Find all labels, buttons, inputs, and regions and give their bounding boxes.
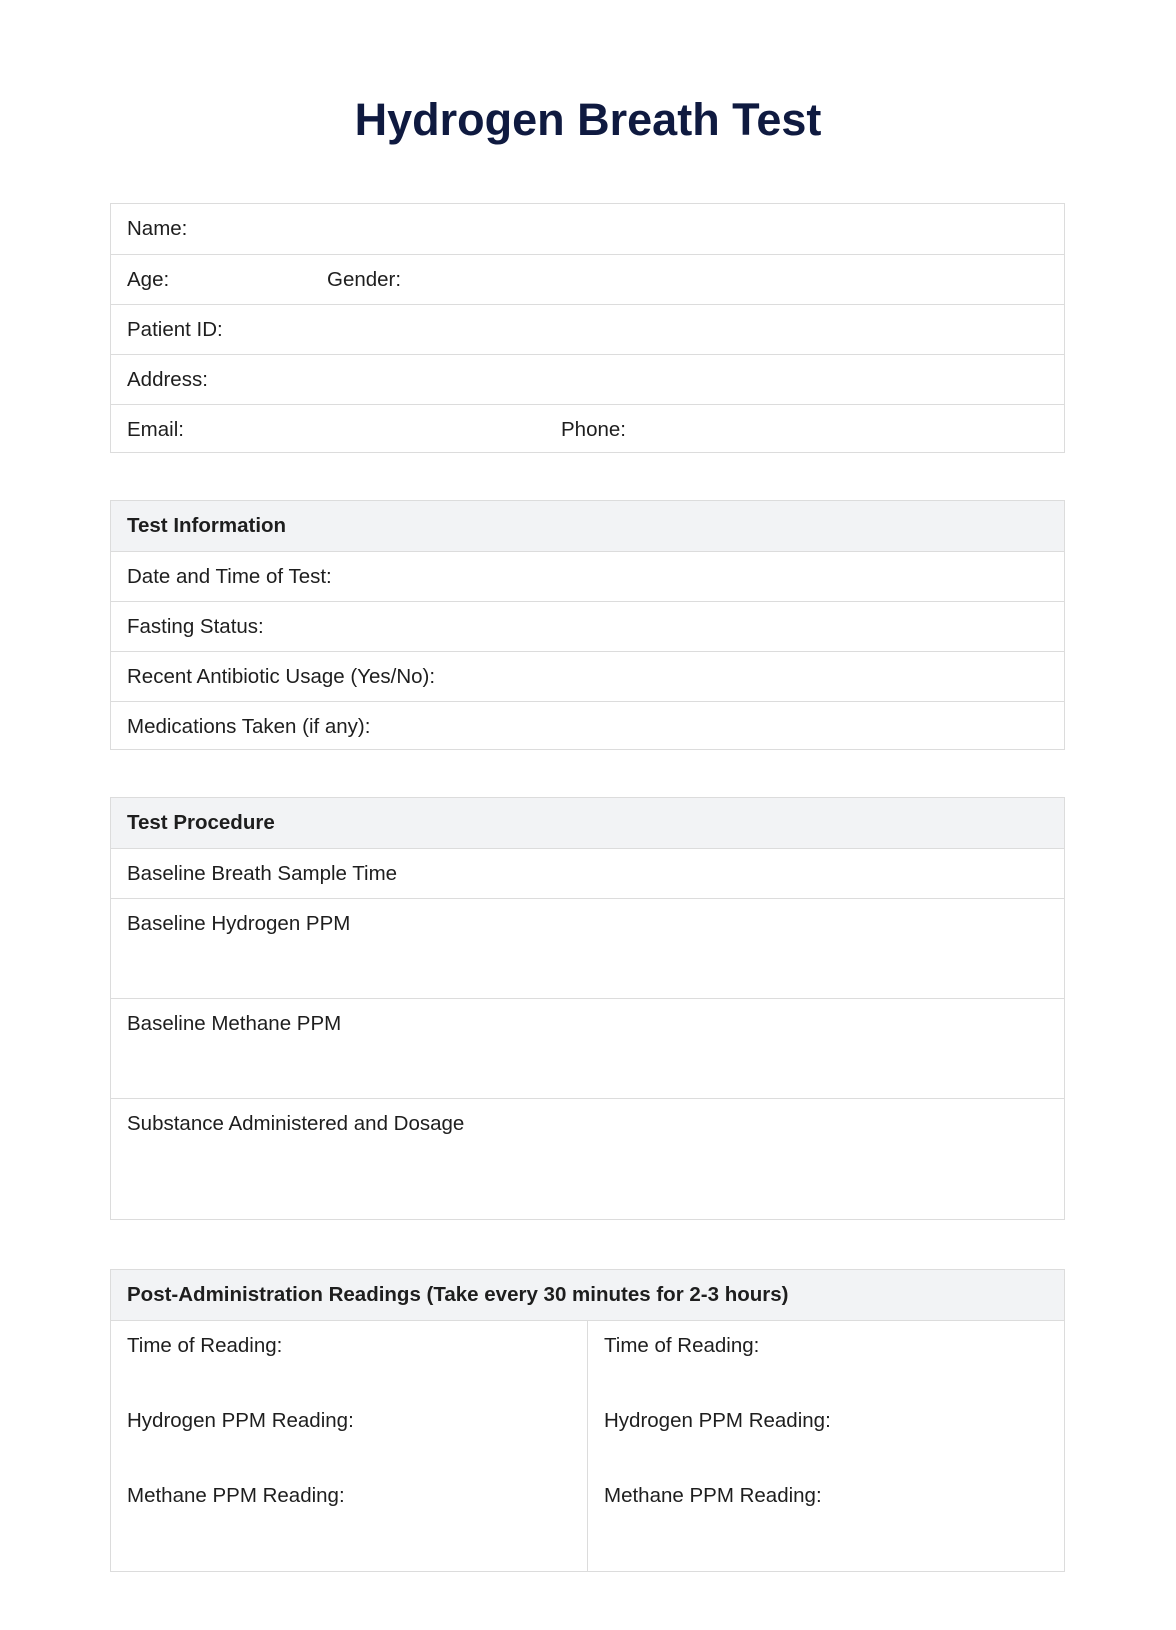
age-gender-row[interactable] — [111, 254, 1064, 304]
methane-reading-label: Methane PPM Reading: — [604, 1484, 822, 1507]
section-header: Test Information — [111, 501, 1064, 551]
age-label: Age: — [127, 268, 170, 291]
baseline-sample-time-field[interactable]: Baseline Breath Sample Time — [111, 848, 1064, 898]
time-of-reading-label: Time of Reading: — [127, 1334, 283, 1357]
fasting-status-field[interactable]: Fasting Status: — [111, 601, 1064, 651]
reading-column[interactable] — [587, 1321, 1064, 1571]
name-label: Name: — [127, 217, 188, 240]
antibiotic-usage-field[interactable]: Recent Antibiotic Usage (Yes/No): — [111, 651, 1064, 701]
email-phone-row[interactable] — [111, 404, 1064, 452]
name-field[interactable] — [111, 204, 1064, 254]
section-header: Post-Administration Readings (Take every 30 minutes for 2-3 hours) — [111, 1270, 1064, 1320]
test-procedure-table — [110, 797, 1065, 1220]
address-label: Address: — [127, 368, 208, 391]
page-title: Hydrogen Breath Test — [354, 94, 822, 145]
phone-label: Phone: — [561, 418, 626, 441]
test-information-table — [110, 500, 1065, 750]
patient-id-label: Patient ID: — [127, 318, 223, 341]
time-of-reading-label: Time of Reading: — [604, 1334, 760, 1357]
patient-id-field[interactable] — [111, 304, 1064, 354]
address-field[interactable] — [111, 354, 1064, 404]
hydrogen-reading-label: Hydrogen PPM Reading: — [127, 1409, 354, 1432]
substance-dosage-field[interactable]: Substance Administered and Dosage — [111, 1098, 1064, 1219]
section-header: Test Procedure — [111, 798, 1064, 848]
patient-info-table — [110, 203, 1065, 453]
post-administration-table — [110, 1269, 1065, 1572]
baseline-hydrogen-field[interactable]: Baseline Hydrogen PPM — [111, 898, 1064, 998]
medications-field[interactable]: Medications Taken (if any): — [111, 701, 1064, 749]
date-time-field[interactable]: Date and Time of Test: — [111, 551, 1064, 601]
hydrogen-reading-label: Hydrogen PPM Reading: — [604, 1409, 831, 1432]
baseline-methane-field[interactable]: Baseline Methane PPM — [111, 998, 1064, 1098]
methane-reading-label: Methane PPM Reading: — [127, 1484, 345, 1507]
reading-column[interactable] — [111, 1321, 587, 1571]
gender-label: Gender: — [327, 268, 402, 291]
email-label: Email: — [127, 418, 184, 441]
